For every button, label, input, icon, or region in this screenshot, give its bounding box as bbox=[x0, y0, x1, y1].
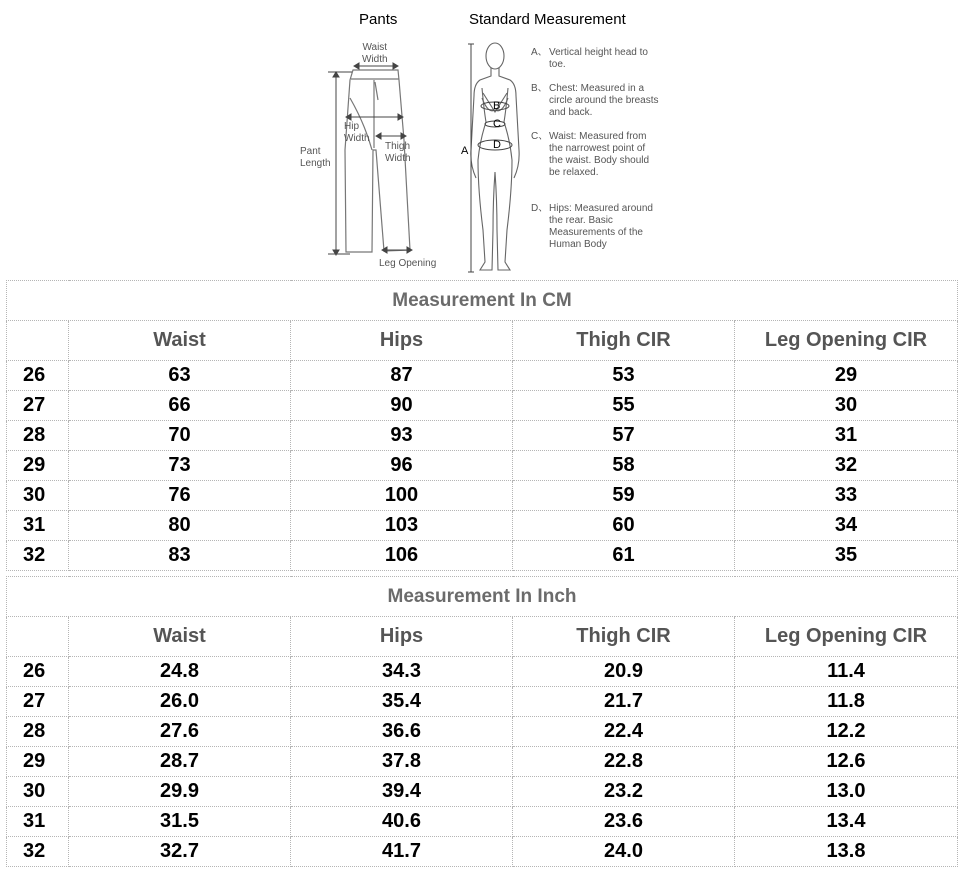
thigh-cell: 22.4 bbox=[513, 717, 735, 747]
leg-opening-cell: 11.4 bbox=[735, 657, 958, 687]
hip-width-label: Hip Width bbox=[344, 121, 370, 144]
note-text: Chest: Measured in a circle around the breasts and back. bbox=[549, 83, 659, 118]
column-header-hips: Hips bbox=[291, 617, 513, 657]
note-text: Waist: Measured from the narrowest point of the waist. Body should be relaxed. bbox=[549, 131, 650, 178]
thigh-cell: 60 bbox=[513, 511, 735, 541]
note-key: D、 bbox=[531, 203, 549, 214]
diagram-drawing bbox=[0, 0, 962, 278]
thigh-cell: 53 bbox=[513, 361, 735, 391]
hips-cell: 35.4 bbox=[291, 687, 513, 717]
measurement-diagram bbox=[0, 0, 962, 278]
thigh-cell: 23.2 bbox=[513, 777, 735, 807]
hips-cell: 37.8 bbox=[291, 747, 513, 777]
thigh-cell: 20.9 bbox=[513, 657, 735, 687]
table-row bbox=[7, 421, 958, 451]
column-header-leg-opening: Leg Opening CIR bbox=[735, 321, 958, 361]
leg-opening-cell: 35 bbox=[735, 541, 958, 571]
hips-cell: 34.3 bbox=[291, 657, 513, 687]
thigh-cell: 55 bbox=[513, 391, 735, 421]
size-table-inch bbox=[6, 576, 958, 867]
waist-cell: 29.9 bbox=[69, 777, 291, 807]
table-row bbox=[7, 837, 958, 867]
size-cell: 28 bbox=[7, 717, 69, 747]
thigh-cell: 61 bbox=[513, 541, 735, 571]
waist-cell: 24.8 bbox=[69, 657, 291, 687]
thigh-cell: 58 bbox=[513, 451, 735, 481]
size-cell: 29 bbox=[7, 451, 69, 481]
leg-opening-cell: 12.6 bbox=[735, 747, 958, 777]
column-header-hips: Hips bbox=[291, 321, 513, 361]
body-letter-c: C bbox=[493, 118, 501, 130]
leg-opening-cell: 12.2 bbox=[735, 717, 958, 747]
waist-cell: 66 bbox=[69, 391, 291, 421]
waist-cell: 63 bbox=[69, 361, 291, 391]
body-letter-b: B bbox=[493, 100, 501, 112]
waist-width-label: Waist Width bbox=[362, 42, 388, 65]
table-row bbox=[7, 687, 958, 717]
hips-cell: 103 bbox=[291, 511, 513, 541]
table-row bbox=[7, 717, 958, 747]
thigh-width-label: Thigh Width bbox=[385, 141, 411, 164]
hips-cell: 90 bbox=[291, 391, 513, 421]
hips-cell: 106 bbox=[291, 541, 513, 571]
column-header-thigh: Thigh CIR bbox=[513, 321, 735, 361]
table-row bbox=[7, 481, 958, 511]
note-key: C、 bbox=[531, 131, 549, 142]
size-cell: 30 bbox=[7, 481, 69, 511]
hips-cell: 87 bbox=[291, 361, 513, 391]
leg-opening-label: Leg Opening bbox=[379, 258, 437, 269]
size-cell: 31 bbox=[7, 511, 69, 541]
size-cell: 30 bbox=[7, 777, 69, 807]
waist-cell: 70 bbox=[69, 421, 291, 451]
leg-opening-cell: 11.8 bbox=[735, 687, 958, 717]
table-row bbox=[7, 807, 958, 837]
note-key: B、 bbox=[531, 83, 548, 94]
waist-cell: 83 bbox=[69, 541, 291, 571]
waist-cell: 31.5 bbox=[69, 807, 291, 837]
table-row bbox=[7, 657, 958, 687]
note-text: Vertical height head to toe. bbox=[549, 47, 648, 70]
leg-opening-cell: 34 bbox=[735, 511, 958, 541]
thigh-cell: 21.7 bbox=[513, 687, 735, 717]
size-cell: 27 bbox=[7, 687, 69, 717]
size-cell: 26 bbox=[7, 657, 69, 687]
table-row bbox=[7, 511, 958, 541]
hips-cell: 40.6 bbox=[291, 807, 513, 837]
table-row bbox=[7, 777, 958, 807]
thigh-cell: 24.0 bbox=[513, 837, 735, 867]
waist-cell: 80 bbox=[69, 511, 291, 541]
table-row bbox=[7, 451, 958, 481]
size-cell: 31 bbox=[7, 807, 69, 837]
body-letter-a: A bbox=[461, 145, 469, 157]
table-row bbox=[7, 391, 958, 421]
note-key: A、 bbox=[531, 47, 548, 58]
size-cell: 28 bbox=[7, 421, 69, 451]
table-body bbox=[7, 361, 958, 571]
leg-opening-cell: 31 bbox=[735, 421, 958, 451]
size-cell: 29 bbox=[7, 747, 69, 777]
waist-cell: 32.7 bbox=[69, 837, 291, 867]
waist-cell: 28.7 bbox=[69, 747, 291, 777]
column-header-waist: Waist bbox=[69, 617, 291, 657]
waist-cell: 73 bbox=[69, 451, 291, 481]
size-cell: 26 bbox=[7, 361, 69, 391]
body-letter-d: D bbox=[493, 139, 501, 151]
hips-cell: 93 bbox=[291, 421, 513, 451]
leg-opening-cell: 13.8 bbox=[735, 837, 958, 867]
hips-cell: 100 bbox=[291, 481, 513, 511]
table-body bbox=[7, 657, 958, 867]
pant-length-label: Pant Length bbox=[300, 146, 331, 169]
table-row bbox=[7, 361, 958, 391]
hips-cell: 96 bbox=[291, 451, 513, 481]
table-title: Measurement In Inch bbox=[7, 577, 958, 617]
hips-cell: 41.7 bbox=[291, 837, 513, 867]
thigh-cell: 23.6 bbox=[513, 807, 735, 837]
leg-opening-cell: 29 bbox=[735, 361, 958, 391]
note-text: Hips: Measured around the rear. Basic Measurements of the Human Body bbox=[549, 203, 653, 250]
waist-cell: 27.6 bbox=[69, 717, 291, 747]
size-cell: 27 bbox=[7, 391, 69, 421]
pants-title: Pants bbox=[359, 11, 398, 28]
table-row bbox=[7, 747, 958, 777]
column-header-waist: Waist bbox=[69, 321, 291, 361]
column-header-thigh: Thigh CIR bbox=[513, 617, 735, 657]
body-figure bbox=[471, 43, 519, 270]
thigh-cell: 59 bbox=[513, 481, 735, 511]
leg-opening-cell: 13.4 bbox=[735, 807, 958, 837]
size-cell: 32 bbox=[7, 541, 69, 571]
table-title: Measurement In CM bbox=[7, 281, 958, 321]
hips-cell: 36.6 bbox=[291, 717, 513, 747]
waist-cell: 26.0 bbox=[69, 687, 291, 717]
column-header-size bbox=[7, 617, 69, 657]
hips-cell: 39.4 bbox=[291, 777, 513, 807]
thigh-cell: 57 bbox=[513, 421, 735, 451]
column-header-leg-opening: Leg Opening CIR bbox=[735, 617, 958, 657]
leg-opening-cell: 32 bbox=[735, 451, 958, 481]
standard-measurement-title: Standard Measurement bbox=[469, 11, 626, 28]
size-table-cm bbox=[6, 280, 958, 571]
table-row bbox=[7, 541, 958, 571]
leg-opening-cell: 13.0 bbox=[735, 777, 958, 807]
column-header-size bbox=[7, 321, 69, 361]
size-cell: 32 bbox=[7, 837, 69, 867]
leg-opening-cell: 30 bbox=[735, 391, 958, 421]
thigh-cell: 22.8 bbox=[513, 747, 735, 777]
leg-opening-cell: 33 bbox=[735, 481, 958, 511]
waist-cell: 76 bbox=[69, 481, 291, 511]
